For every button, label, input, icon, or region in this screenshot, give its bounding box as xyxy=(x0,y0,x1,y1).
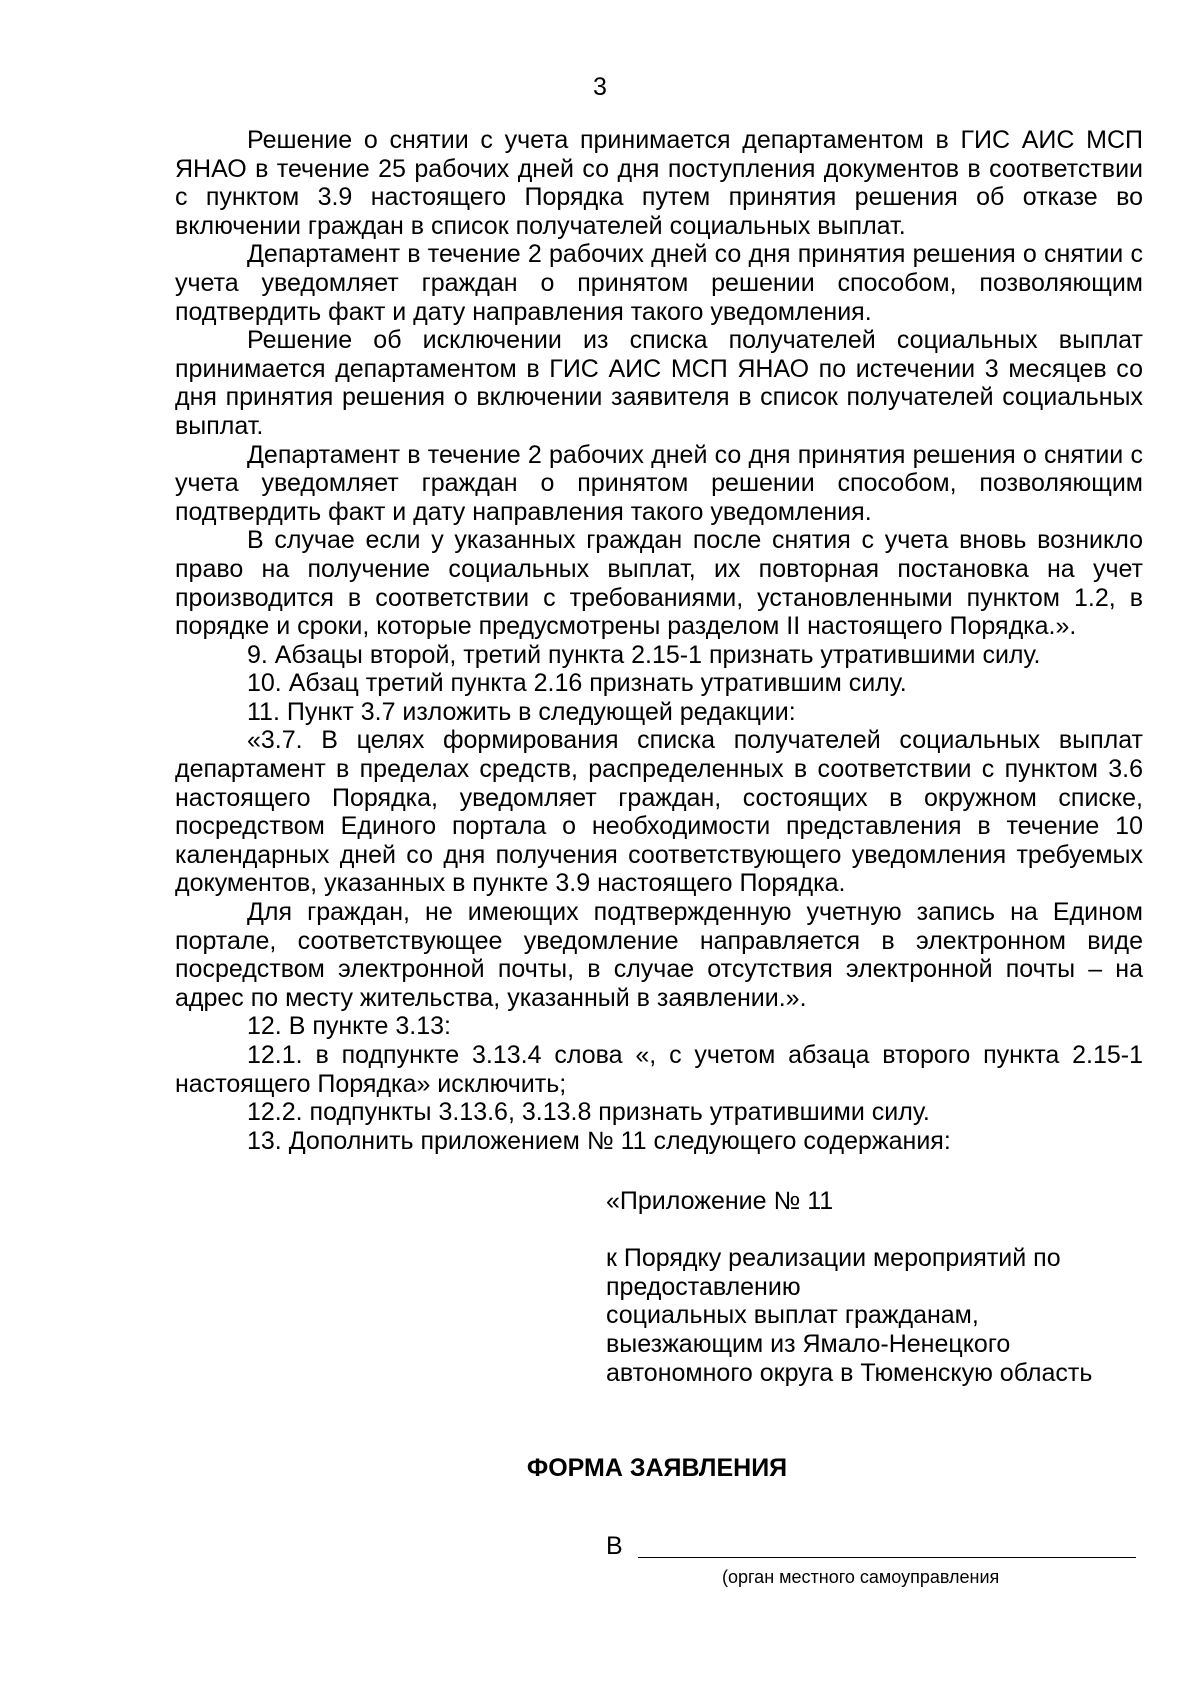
appendix-line: выезжающим из Ямало-Ненецкого xyxy=(606,1329,1011,1358)
form-title: ФОРМА ЗАЯВЛЕНИЯ xyxy=(526,1454,788,1482)
paragraph-clause-3-7-email: Для граждан, не имеющих подтвержденную учетную запись на Едином портале, соответствующее уведомление направляется в электронном виде посредством электронной почты, в случае отсутствия электронной почты – на адрес по месту жительства, указанный в заявлении.». xyxy=(175,898,1143,1012)
amendment-item-10: 10. Абзац третий пункта 2.16 признать утратившим силу. xyxy=(247,669,907,698)
amendment-item-12-2: 12.2. подпункты 3.13.6, 3.13.8 признать утратившими силу. xyxy=(247,1098,930,1127)
appendix-line: к Порядку реализации мероприятий по xyxy=(606,1244,1061,1273)
appendix-line: предоставлению xyxy=(606,1272,801,1301)
page-number: 3 xyxy=(593,73,607,101)
appendix-line: социальных выплат гражданам, xyxy=(606,1301,979,1330)
appendix-spacer xyxy=(606,1216,1146,1245)
paragraph-clause-3-7: «3.7. В целях формирования списка получателей социальных выплат департамент в пределах средств, распределенных в соответствии с пунктом 3.6 настоящего Порядка, уведомляет граждан, состоящих в окружном списке, посредством Единого портала о необходимости представления в течение 10 календарных дней со дня получения соответствующего уведомления требуемых документов, указанных в пункте 3.9 настоящего Порядка. xyxy=(175,726,1143,898)
appendix-title: «Приложение № 11 xyxy=(606,1187,834,1215)
paragraph-exclusion-notice: Департамент в течение 2 рабочих дней со дня принятия решения о снятии с учета уведомляет граждан о принятом решении способом, позволяющим подтвердить факт и дату направления такого уведомления. xyxy=(175,440,1143,526)
addressee-blank-line xyxy=(638,1557,1136,1558)
appendix-header xyxy=(606,1187,1146,1387)
amendment-item-11: 11. Пункт 3.7 изложить в следующей редакции: xyxy=(247,697,796,726)
amendment-item-13: 13. Дополнить приложением № 11 следующего содержания: xyxy=(247,1126,951,1155)
addressee-field xyxy=(606,1531,1136,1561)
appendix-line: автономного округа в Тюменскую область xyxy=(606,1358,1093,1387)
amendment-item-12-1: 12.1. в подпункте 3.13.4 слова «, с учетом абзаца второго пункта 2.15-1 настоящего Порядка» исключить; xyxy=(175,1041,1143,1098)
amendment-item-12: 12. В пункте 3.13: xyxy=(247,1012,452,1041)
paragraph-deregistration-notice: Департамент в течение 2 рабочих дней со дня принятия решения о снятии с учета уведомляет граждан о принятом решении способом, позволяющим подтвердить факт и дату направления такого уведомления. xyxy=(175,240,1143,326)
addressee-prefix: В xyxy=(606,1532,623,1560)
addressee-caption: (орган местного самоуправления xyxy=(722,1567,1000,1587)
document-body xyxy=(175,126,1143,1155)
paragraph-deregistration-decision: Решение о снятии с учета принимается департаментом в ГИС АИС МСП ЯНАО в течение 25 рабочих дней со дня поступления документов в соответствии с пунктом 3.9 настоящего Порядка путем принятия решения об отказе во включении граждан в список получателей социальных выплат. xyxy=(175,126,1143,240)
paragraph-exclusion-decision: Решение об исключении из списка получателей социальных выплат принимается департаментом в ГИС АИС МСП ЯНАО по истечении 3 месяцев со дня принятия решения о включении заявителя в список получателей социальных выплат. xyxy=(175,326,1143,440)
paragraph-reregistration: В случае если у указанных граждан после снятия с учета вновь возникло право на получение социальных выплат, их повторная постановка на учет производится в соответствии с требованиями, установленными пунктом 1.2, в порядке и сроки, которые предусмотрены разделом II настоящего Порядка.». xyxy=(175,526,1143,641)
amendment-item-9: 9. Абзацы второй, третий пункта 2.15-1 признать утратившими силу. xyxy=(247,640,1041,669)
